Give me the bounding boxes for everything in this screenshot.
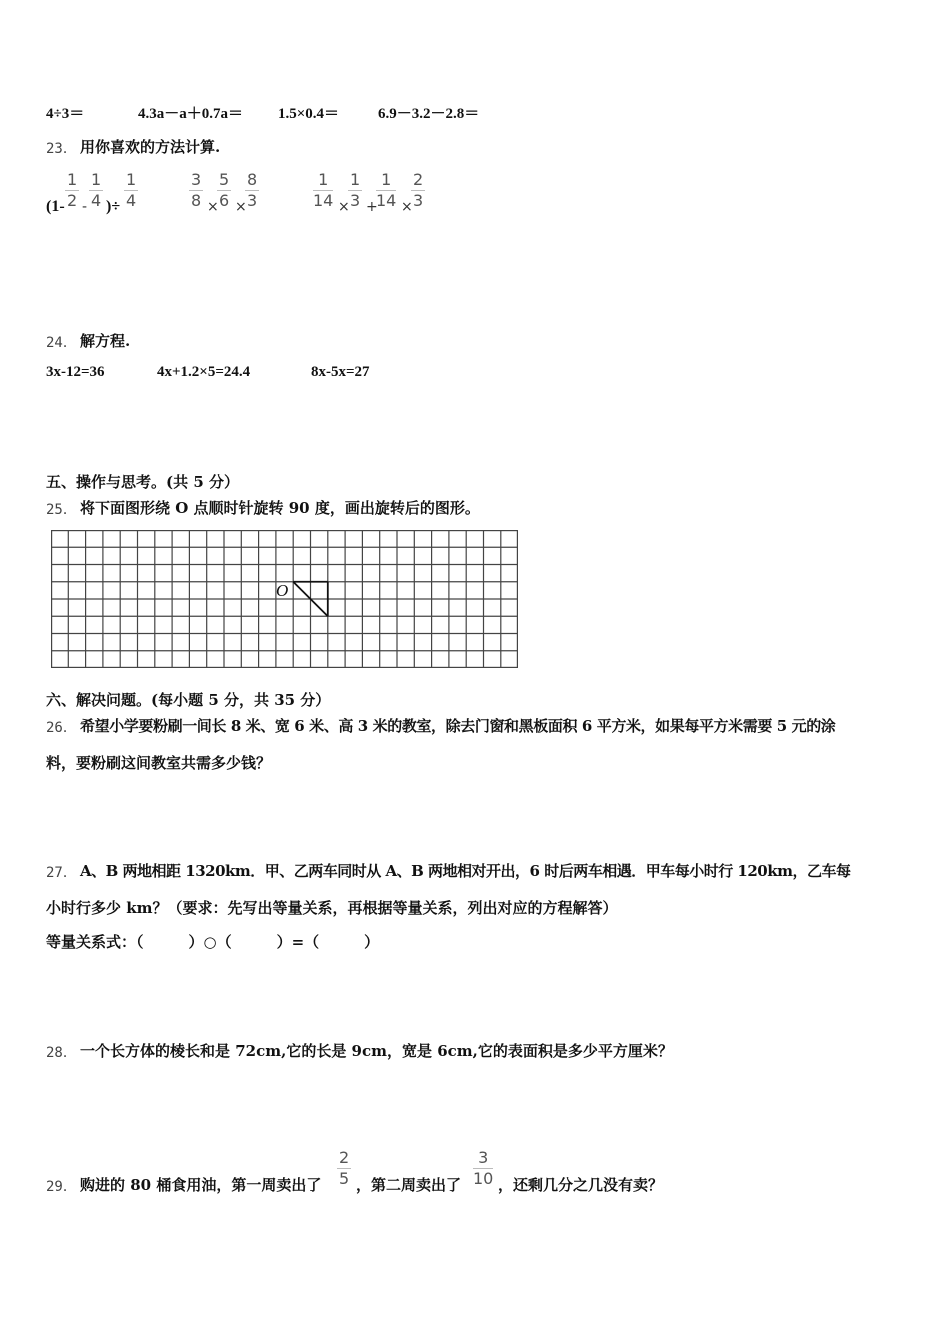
calc-item: 4.3a－a＋0.7a＝ <box>138 106 244 122</box>
fraction: $\frac{3}{10}$ <box>473 1148 494 1188</box>
equation: 4x+1.2×5=24.4 <box>157 364 251 380</box>
expr-open: (1- <box>46 198 65 215</box>
calc-item: 4÷3＝ <box>46 106 85 122</box>
question-text-line1: A、B 两地相距 1320km．甲、乙两车同时从 A、B 两地相对开出，6 时后两车相遇．甲车每小时行 120km，乙车每 <box>80 862 851 880</box>
section-title: 六、解决问题。(每小题 5 分，共 35 分） <box>46 691 331 709</box>
rotation-grid[interactable] <box>51 530 518 668</box>
calc-item: 6.9－3.2－2.8＝ <box>378 106 480 122</box>
question-text-part3: ，还剩几分之几没有卖？ <box>498 1176 664 1194</box>
fraction: $\frac{1}{14}$ <box>376 170 397 210</box>
fraction: $\frac{2}{5}$ <box>339 1148 350 1188</box>
fraction: $\frac{1}{3}$ <box>350 170 361 210</box>
fraction: $\frac{1}{4}$ <box>126 170 137 210</box>
question-text-line1: 希望小学要粉刷一间长 8 米、宽 6 米、高 3 米的教室，除去门窗和黑板面积 6 平方米，如果每平方米需要 5 元的涂 <box>80 717 836 735</box>
fraction: $\frac{1}{4}$ <box>91 170 102 210</box>
question-number: 24． <box>46 335 77 351</box>
equation: 8x-5x=27 <box>311 364 370 380</box>
question-prompt: 用你喜欢的方法计算. <box>80 138 221 156</box>
fraction: $\frac{1}{14}$ <box>313 170 334 210</box>
calc-item: 1.5×0.4＝ <box>278 106 340 122</box>
fraction: $\frac{8}{3}$ <box>247 170 258 210</box>
question-number: 26． <box>46 720 77 736</box>
expr-close: )÷ <box>106 198 121 215</box>
question-text-line2: 小时行多少 km？（要求：先写出等量关系，再根据等量关系，列出对应的方程解答） <box>46 899 618 917</box>
operator: - <box>82 199 88 215</box>
question-text-part2: ，第二周卖出了 <box>356 1176 462 1194</box>
fraction: $\frac{2}{3}$ <box>413 170 424 210</box>
question-number: 25． <box>46 502 77 518</box>
operator: + <box>366 199 378 215</box>
fraction: $\frac{3}{8}$ <box>191 170 202 210</box>
fraction: $\frac{5}{6}$ <box>219 170 230 210</box>
question-text-line2: 料，要粉刷这间教室共需多少钱？ <box>46 754 272 772</box>
fraction: $\frac{1}{2}$ <box>67 170 78 210</box>
question-text: 一个长方体的棱长和是 72cm,它的长是 9cm，宽是 6cm,它的表面积是多少平方厘米？ <box>80 1042 673 1060</box>
operator: × <box>338 199 350 215</box>
operator: × <box>401 199 413 215</box>
question-number: 27． <box>46 865 77 881</box>
section-title: 五、操作与思考。(共 5 分） <box>46 473 239 491</box>
operator: × <box>207 199 219 215</box>
question-number: 29． <box>46 1179 77 1195</box>
operator: × <box>235 199 247 215</box>
equation: 3x-12=36 <box>46 364 105 380</box>
origin-label-o: O <box>276 581 289 600</box>
question-prompt: 解方程. <box>80 332 131 350</box>
question-prompt: 将下面图形绕 O 点顺时针旋转 90 度，画出旋转后的图形。 <box>80 499 480 517</box>
question-number: 28． <box>46 1045 77 1061</box>
question-text-part1: 购进的 80 桶食用油，第一周卖出了 <box>80 1176 322 1194</box>
equality-relation-line: 等量关系式：（ ）○（ ）=（ ） <box>46 933 380 951</box>
question-number: 23． <box>46 141 77 157</box>
